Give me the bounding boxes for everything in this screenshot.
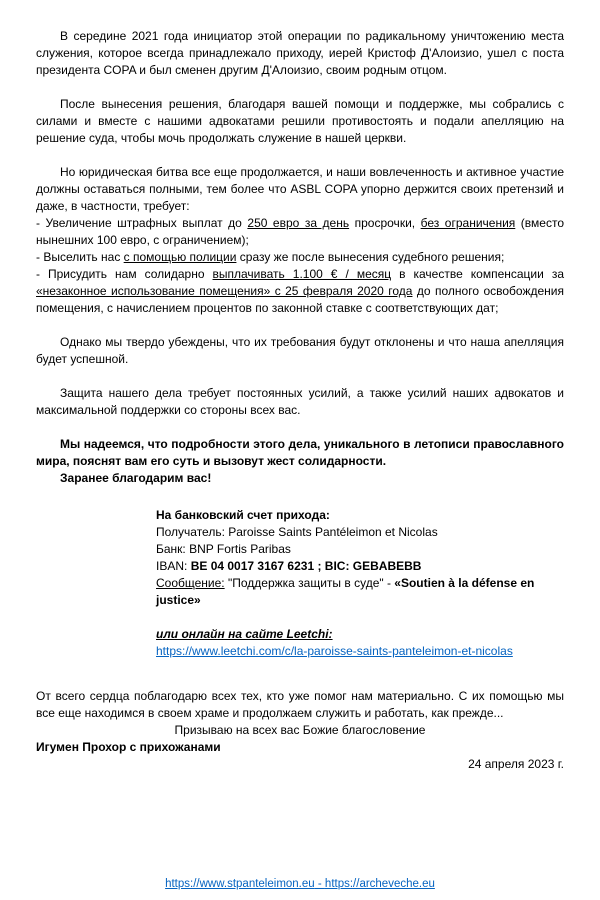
bullet3-underline-1: выплачивать 1.100 € / месяц xyxy=(212,267,392,281)
bullet3-text-2: в качестве компенсации за xyxy=(391,267,564,281)
bullet1-text-1: - Увеличение штрафных выплат до xyxy=(36,216,248,230)
blessing-line: Призываю на всех вас Божие благословение xyxy=(174,723,426,737)
footer-links xyxy=(0,877,600,892)
message-text: "Поддержка защиты в суде" - xyxy=(224,576,395,590)
paragraph-gratitude: От всего сердца поблагодарю всех тех, кто уже помог нам материально. С их помощью мы все еще находимся в своем храме и продолжаем служить и работать, как прежде... xyxy=(36,689,564,720)
leetchi-label: или онлайн на сайте Leetchi: xyxy=(156,627,333,641)
bullet3-underline-2: «незаконное использование помещения» с 25 февраля 2020 года xyxy=(36,284,413,298)
footer-link-separator: - xyxy=(314,878,325,890)
bullet-police-eviction xyxy=(36,249,564,266)
paragraph-legal-battle-intro: Но юридическая битва все еще продолжается, и наши вовлеченность и активное участие должны оставаться полными, тем более что ASBL COPA упорно держится своих претензий и даже, в частности, требует: xyxy=(36,165,564,213)
bank-name: Банк: BNP Fortis Paribas xyxy=(156,542,291,556)
message-label: Сообщение: xyxy=(156,576,225,590)
bank-details-block xyxy=(156,507,564,660)
footer-link-archeveche[interactable]: https://archeveche.eu xyxy=(324,878,435,890)
paragraph-thanks-in-advance: Заранее благодарим вас! xyxy=(60,471,212,485)
iban-value: BE 04 0017 3167 6231 ; BIC: GEBABEBB xyxy=(190,559,422,573)
paragraph-support-needed: Защита нашего дела требует постоянных усилий, а также усилий наших адвокатов и максимальной поддержки со стороны всех вас. xyxy=(36,386,564,417)
iban-label: IBAN: xyxy=(156,559,191,573)
bullet1-text-3: (вместо нынешних 100 евро, с ограничением); xyxy=(36,216,564,247)
paragraph-initiator-change: В середине 2021 года инициатор этой операции по радикальному уничтожению места служения, которое всегда принадлежало приходу, иерей Кристоф Д'Алоизио, ушел с поста президента COPA и был сменен другим Д'Алоизио, своим родным отцом. xyxy=(36,29,564,77)
leetchi-link-line xyxy=(156,643,564,660)
bullet3-text-1: - Присудить нам солидарно xyxy=(36,267,213,281)
bullet-compensation xyxy=(36,266,564,317)
bullet1-underline-1: 250 евро за день xyxy=(247,216,350,230)
footer-link-stpanteleimon[interactable]: https://www.stpanteleimon.eu xyxy=(165,878,315,890)
bank-message-line xyxy=(156,575,564,609)
bullet3-text-3: до полного освобождения помещения, с начислением процентов по законной ставке с соответствующих дат; xyxy=(36,284,564,315)
paragraph-hope-bold: Мы надеемся, что подробности этого дела, уникального в летописи православного мира, пояснят вам его суть и вызовут жест солидарности. xyxy=(36,437,564,468)
bank-recipient: Получатель: Paroisse Saints Pantéleimon et Nicolas xyxy=(156,525,438,539)
paragraph-conviction: Однако мы твердо убеждены, что их требования будут отклонены и что наша апелляция будет успешной. xyxy=(36,335,564,366)
date-line: 24 апреля 2023 г. xyxy=(468,757,564,771)
signature-line: Игумен Прохор с прихожанами xyxy=(36,740,221,754)
leetchi-link[interactable]: https://www.leetchi.com/c/la-paroisse-saints-panteleimon-et-nicolas xyxy=(156,644,513,658)
bullet-penalty-increase xyxy=(36,215,564,249)
bullet2-underline-1: с помощью полиции xyxy=(123,250,237,264)
bullet1-text-2: просрочки, xyxy=(349,216,421,230)
bullet2-text-1: - Выселить нас xyxy=(36,250,124,264)
bullet2-text-2: сразу же после вынесения судебного решения; xyxy=(236,250,505,264)
bullet1-underline-2: без ограничения xyxy=(420,216,516,230)
paragraph-appeal-filed: После вынесения решения, благодаря вашей помощи и поддержке, мы собрались с силами и вместе с нашими адвокатами решили противостоять и подали апелляцию на решение суда, чтобы мочь продолжать служение в нашей церкви. xyxy=(36,97,564,145)
message-french: «Soutien à la défense en justice» xyxy=(156,576,535,607)
closing-block xyxy=(36,688,564,773)
bank-iban-line xyxy=(156,558,564,575)
bank-title: На банковский счет прихода: xyxy=(156,508,330,522)
